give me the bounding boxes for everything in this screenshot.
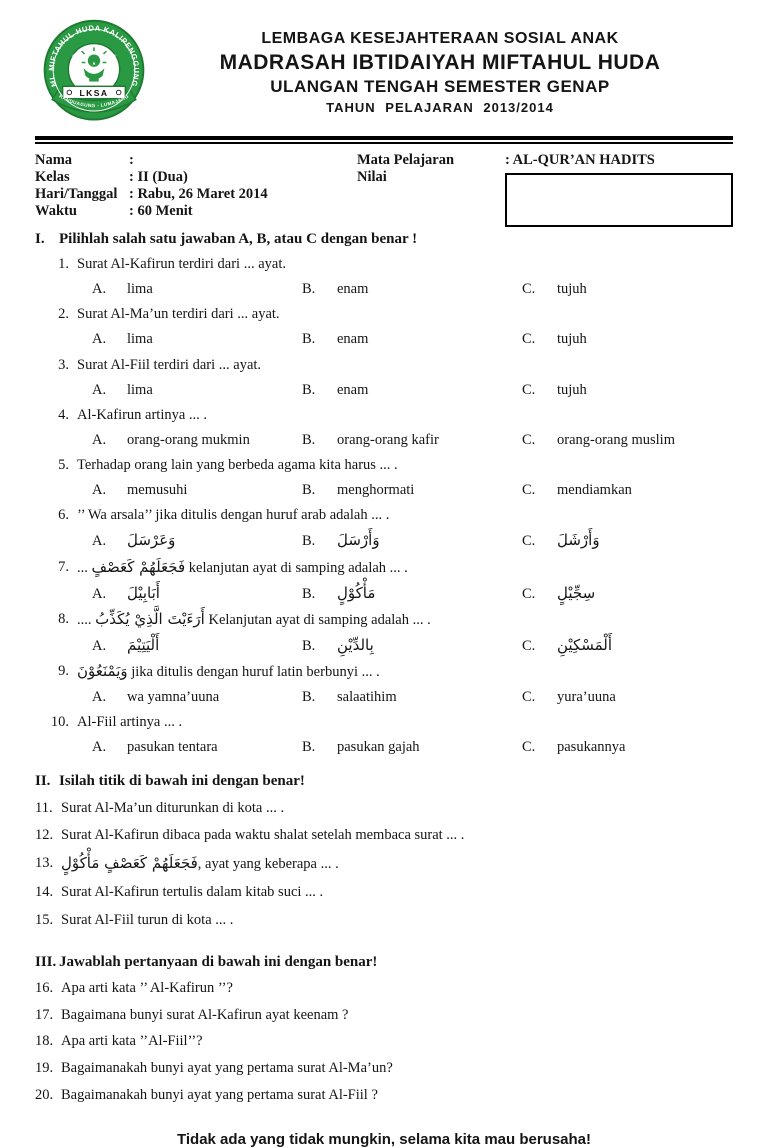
question-text — [69, 713, 733, 731]
section1-number: I. — [35, 231, 45, 247]
option-text: lima — [127, 381, 153, 398]
date-value: : Rabu, 26 Maret 2014 — [129, 186, 268, 202]
question-number: 4. — [58, 406, 69, 423]
question-text-pre: Surat Al-Fiil terdiri dari ... ayat. — [77, 356, 262, 373]
option-text: pasukan gajah — [337, 739, 420, 756]
option-text: مَأْكُوْلٍ — [337, 583, 376, 602]
name-label: Nama — [35, 152, 73, 168]
question-text — [61, 1032, 733, 1051]
question-text — [61, 826, 733, 845]
fill-in-question — [35, 911, 733, 930]
question-text-post: jika ditulis dengan huruf latin berbunyi ... . — [127, 664, 380, 680]
question-number: 13. — [35, 855, 54, 872]
motto: Tidak ada yang tidak mungkin, selama kita mau berusaha! — [176, 1130, 592, 1148]
class-label: Kelas — [35, 169, 70, 185]
option-letter: A. — [92, 637, 107, 654]
question-text — [61, 979, 733, 998]
question-text-arabic: فَجَعَلَهُمْ كَعَصْفٍ — [91, 557, 186, 576]
question — [35, 305, 733, 348]
options-row — [92, 481, 733, 499]
question — [35, 610, 733, 655]
date-label: Hari/Tanggal — [35, 186, 118, 202]
question-text-pre: Apa arti kata ’’Al-Fiil’’? — [61, 1033, 203, 1050]
option-text: lima — [127, 331, 153, 348]
question-text — [69, 610, 733, 629]
question-text — [69, 406, 733, 424]
question — [35, 662, 733, 706]
option-letter: A. — [92, 331, 107, 348]
section1-title: Pilihlah salah satu jawaban A, B, atau C dengan benar ! — [59, 231, 418, 247]
question-text — [61, 1086, 733, 1105]
options-row — [92, 738, 733, 756]
option-letter: B. — [302, 482, 316, 499]
question-number: 3. — [58, 356, 69, 373]
option-letter: A. — [92, 482, 107, 499]
question-number: 16. — [35, 979, 54, 996]
option-letter: B. — [302, 739, 316, 756]
question-text — [61, 854, 733, 874]
option-text: yura’uuna — [557, 689, 616, 706]
question-number: 19. — [35, 1060, 54, 1077]
option-letter: B. — [302, 281, 316, 298]
org-line-1: LEMBAGA KESEJAHTERAAN SOSIAL ANAK — [261, 30, 619, 48]
options-row — [92, 688, 733, 706]
section2-title: Isilah titik di bawah ini dengan benar! — [59, 772, 305, 789]
question-text — [61, 1059, 733, 1078]
essay-question — [35, 1006, 733, 1025]
option-text: enam — [337, 281, 369, 298]
time-value: : 60 Menit — [129, 203, 193, 219]
question-number: 14. — [35, 884, 54, 901]
option-text: orang-orang kafir — [337, 431, 439, 448]
option-letter: B. — [302, 431, 316, 448]
option-text: pasukan tentara — [127, 739, 218, 756]
essay-question — [35, 1032, 733, 1051]
svg-text:✳: ✳ — [71, 53, 76, 60]
question-number: 9. — [58, 663, 69, 679]
question-number: 10. — [50, 714, 69, 731]
option-letter: C. — [522, 482, 536, 499]
options-row — [92, 584, 733, 603]
fill-in-question — [35, 883, 733, 902]
option-text: وَأَرْشَلَ — [557, 531, 600, 550]
option-letter: C. — [522, 381, 536, 398]
question-number: 7. — [58, 558, 69, 575]
school-name: MADRASAH IBTIDAIYAH MIFTAHUL HUDA — [219, 50, 661, 74]
options-row — [92, 381, 733, 399]
question-text — [69, 456, 733, 474]
option-letter: B. — [302, 533, 316, 550]
question-text — [69, 305, 733, 323]
question-text-pre: .... — [77, 611, 96, 628]
question-text-arabic: فَجَعَلَهُمْ كَعَصْفٍ مَأْكُوْلٍ — [61, 854, 198, 873]
question-number: 18. — [35, 1033, 54, 1050]
option-text: wa yamna’uuna — [127, 689, 220, 706]
question-text-pre: Bagaimanakah bunyi ayat yang pertama surat Al-Fiil ? — [61, 1087, 378, 1104]
option-text: tujuh — [557, 331, 587, 348]
question-text-arabic: أَرَءَيْتَ الَّذِيْ يُكَذِّبُ — [95, 609, 205, 628]
option-letter: A. — [92, 533, 107, 550]
option-text: mendiamkan — [557, 482, 632, 499]
score-box — [505, 173, 733, 227]
option-letter: C. — [522, 281, 536, 298]
option-text: tujuh — [557, 281, 587, 298]
question-text — [61, 883, 733, 902]
option-letter: B. — [302, 637, 316, 654]
question — [35, 406, 733, 449]
exam-info — [35, 152, 733, 220]
option-letter: A. — [92, 281, 107, 298]
question-number: 2. — [58, 306, 69, 323]
option-text: وَعَرْسَلَ — [127, 531, 176, 550]
option-letter: B. — [302, 331, 316, 348]
question-text — [61, 799, 733, 818]
svg-text:✳: ✳ — [112, 53, 117, 60]
question-text-pre: Apa arti kata ’’ Al-Kafirun ’’? — [61, 979, 233, 996]
options-row — [92, 431, 733, 449]
option-letter: B. — [302, 381, 316, 398]
question-text — [61, 911, 733, 930]
fill-in-question — [35, 826, 733, 845]
option-text: pasukannya — [557, 739, 626, 756]
question-text-arabic: وَيَمْنَعُوْنَ — [77, 662, 128, 680]
option-text: بِالدِّيْنِ — [337, 635, 374, 654]
question-number: 15. — [35, 911, 54, 928]
option-letter: B. — [302, 585, 316, 602]
option-letter: C. — [522, 431, 536, 448]
option-letter: B. — [302, 689, 316, 706]
options-row — [92, 531, 733, 550]
class-value: : II (Dua) — [129, 169, 188, 185]
subject-label: Mata Pelajaran — [357, 152, 455, 168]
score-label: Nilai — [357, 169, 387, 185]
question — [35, 456, 733, 499]
option-letter: C. — [522, 637, 536, 654]
school-logo — [35, 16, 153, 130]
question-text-post: , ayat yang keberapa ... . — [197, 856, 339, 873]
question-text-pre: Surat Al-Kafirun tertulis dalam kitab suci ... . — [61, 884, 324, 901]
section2-heading — [35, 773, 733, 790]
options-row — [92, 330, 733, 348]
essay-question — [35, 979, 733, 998]
option-text: tujuh — [557, 381, 587, 398]
option-text: memusuhi — [127, 482, 188, 499]
option-letter: C. — [522, 331, 536, 348]
option-text: أَلْمَسْكِيْنِ — [557, 635, 613, 654]
logo-ring-text: MI. MIFTAHUL HUDA KALIPENGGUNG — [46, 23, 141, 88]
question-text — [69, 662, 733, 681]
option-letter: A. — [92, 739, 107, 756]
letterhead — [35, 0, 733, 130]
question-text-pre: Al-Kafirun artinya ... . — [77, 406, 208, 423]
question-number: 17. — [35, 1006, 54, 1023]
question — [35, 506, 733, 550]
section3-number: III. — [35, 953, 57, 970]
question-number: 12. — [35, 827, 54, 844]
question-text — [69, 558, 733, 577]
question-number: 20. — [35, 1087, 54, 1104]
question-text-post: Kelanjutan ayat di samping adalah ... . — [204, 611, 431, 628]
question — [35, 356, 733, 399]
option-letter: A. — [92, 381, 107, 398]
question-text-pre: Surat Al-Ma’un diturunkan di kota ... . — [61, 799, 285, 816]
time-label: Waktu — [35, 203, 77, 219]
section3-title: Jawablah pertanyaan di bawah ini dengan benar! — [59, 953, 378, 970]
section2-number: II. — [35, 772, 51, 789]
question-number: 1. — [58, 256, 69, 272]
question-text-pre: Surat Al-Kafirun dibaca pada waktu shalat setelah membaca surat ... . — [61, 827, 465, 844]
svg-text:▲: ▲ — [91, 61, 97, 67]
option-letter: A. — [92, 689, 107, 706]
option-text: سِجِّيْلٍ — [557, 583, 596, 602]
subject-value: : AL-QUR’AN HADITS — [505, 152, 655, 168]
question-text — [69, 356, 733, 374]
option-text: menghormati — [337, 482, 415, 499]
question-text-pre: Surat Al-Kafirun terdiri dari ... ayat. — [77, 256, 286, 272]
question-text-pre: Al-Fiil artinya ... . — [77, 714, 183, 731]
option-text: orang-orang mukmin — [127, 431, 250, 448]
fill-in-question — [35, 854, 733, 874]
school-year: TAHUN PELAJARAN 2013/2014 — [326, 99, 554, 115]
question-text-pre: Bagaimana bunyi surat Al-Kafirun ayat keenam ? — [61, 1006, 349, 1023]
question-number: 5. — [58, 457, 69, 473]
option-text: enam — [337, 381, 369, 398]
question-text-pre: ’’ Wa arsala’’ jika ditulis dengan huruf arab adalah ... . — [77, 507, 390, 524]
essay-question — [35, 1086, 733, 1105]
section3-heading — [35, 954, 733, 971]
option-text: orang-orang muslim — [557, 431, 675, 448]
question-text-pre: Surat Al-Fiil turun di kota ... . — [61, 911, 234, 928]
logo-ribbon-text: RANDUAGUNG - LUMAJANG — [57, 94, 131, 110]
question-text — [69, 506, 733, 524]
option-text: أَلْيَتِيْمَ — [127, 635, 160, 654]
options-row — [92, 280, 733, 298]
option-letter: A. — [92, 585, 107, 602]
multiple-choice-list — [35, 255, 733, 757]
options-row — [92, 636, 733, 655]
option-letter: C. — [522, 533, 536, 550]
question-text — [61, 1006, 733, 1025]
option-text: وَأَرْسَلَ — [337, 531, 380, 550]
logo-banner-text: LKSA — [79, 87, 109, 98]
header-divider — [35, 136, 733, 144]
question-text-pre: Surat Al-Ma’un terdiri dari ... ayat. — [77, 306, 280, 323]
option-letter: C. — [522, 585, 536, 602]
essay-list — [35, 979, 733, 1105]
question-text-pre: Terhadap orang lain yang berbeda agama kita harus ... . — [77, 457, 398, 473]
option-text: enam — [337, 331, 369, 348]
essay-question — [35, 1059, 733, 1078]
option-text: lima — [127, 281, 153, 298]
question — [35, 713, 733, 756]
option-letter: C. — [522, 689, 536, 706]
option-letter: A. — [92, 431, 107, 448]
question-text — [69, 255, 733, 273]
question-text-post: kelanjutan ayat di samping adalah ... . — [185, 559, 408, 576]
option-text: salaatihim — [337, 689, 397, 706]
question-text-pre: ... — [77, 559, 92, 576]
fill-in-list — [35, 799, 733, 930]
question — [35, 255, 733, 298]
question-number: 6. — [58, 507, 69, 524]
question — [35, 558, 733, 603]
name-value: : — [129, 152, 134, 168]
section1-heading — [35, 231, 733, 248]
option-text: أَبَابِيْلَ — [127, 583, 160, 602]
question-number: 11. — [35, 799, 53, 816]
fill-in-question — [35, 799, 733, 818]
option-letter: C. — [522, 739, 536, 756]
question-number: 8. — [58, 610, 69, 627]
question-text-pre: Bagaimanakah bunyi ayat yang pertama surat Al-Ma’un? — [61, 1060, 393, 1077]
exam-title: ULANGAN TENGAH SEMESTER GENAP — [270, 77, 610, 97]
